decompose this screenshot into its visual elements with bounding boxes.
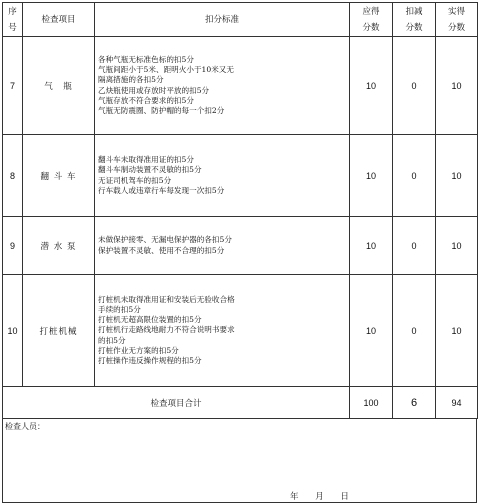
- header-item: 检查项目: [23, 3, 95, 37]
- header-deduct: 扣减 分数: [393, 3, 436, 37]
- table-row: [3, 135, 478, 217]
- total-row: [3, 387, 478, 419]
- row-item: 气 瓶: [23, 37, 95, 135]
- header-actual: 实得 分数: [436, 3, 478, 37]
- row-deduct: 0: [393, 275, 436, 387]
- header-criteria: 扣分标准: [95, 3, 350, 37]
- row-number: 7: [3, 37, 23, 135]
- row-deduct: 0: [393, 217, 436, 275]
- header-due: 应得 分数: [350, 3, 393, 37]
- row-criteria: 打桩机未取得准用证和安装后无验收合格 手续的扣5分 打桩机无超高限位装置的扣5分 打桩机行走路线地耐力不符合说明书要求 的扣5分 打桩作业无方案的扣5分 打桩操作违反操作规程的扣5分: [95, 275, 350, 387]
- row-due: 10: [350, 275, 393, 387]
- date-line: 年 月 日: [290, 492, 349, 502]
- total-due: 100: [350, 387, 393, 419]
- row-due: 10: [350, 217, 393, 275]
- row-actual: 10: [436, 217, 478, 275]
- inspector-label: 检查人员：: [5, 422, 45, 431]
- inspection-table: [2, 2, 478, 419]
- row-criteria: 翻斗车未取得准用证的扣5分 翻斗车制动装置不灵敏的扣5分 无证司机驾车的扣5分 行车载人或违章行车每发现一次扣5分: [95, 135, 350, 217]
- row-item: 潜 水 泵: [23, 217, 95, 275]
- header-row: [3, 3, 478, 37]
- row-criteria: 各种气瓶无标准色标的扣5分 气瓶间距小于5米、距明火小于10米又无 隔离措施的各扣5分 乙炔瓶使用或存放时平放的扣5分 气瓶存放不符合要求的扣5分 气瓶无防震圈、防护帽的每一个扣2分: [95, 37, 350, 135]
- row-due: 10: [350, 135, 393, 217]
- row-number: 9: [3, 217, 23, 275]
- row-criteria: 未做保护接零、无漏电保护器的各扣5分 保护装置不灵敏、使用不合理的扣5分: [95, 217, 350, 275]
- row-deduct: 0: [393, 37, 436, 135]
- table-row: [3, 37, 478, 135]
- row-deduct: 0: [393, 135, 436, 217]
- total-actual: 94: [436, 387, 478, 419]
- row-actual: 10: [436, 37, 478, 135]
- table-row: [3, 217, 478, 275]
- row-actual: 10: [436, 275, 478, 387]
- table-row: [3, 275, 478, 387]
- row-actual: 10: [436, 135, 478, 217]
- header-seq: 序 号: [3, 3, 23, 37]
- row-number: 10: [3, 275, 23, 387]
- row-number: 8: [3, 135, 23, 217]
- row-due: 10: [350, 37, 393, 135]
- inspector-section: [2, 418, 477, 503]
- row-item: 打桩机械: [23, 275, 95, 387]
- total-deduct: 6: [393, 387, 436, 419]
- total-label: 检查项目合计: [3, 387, 350, 419]
- row-item: 翻 斗 车: [23, 135, 95, 217]
